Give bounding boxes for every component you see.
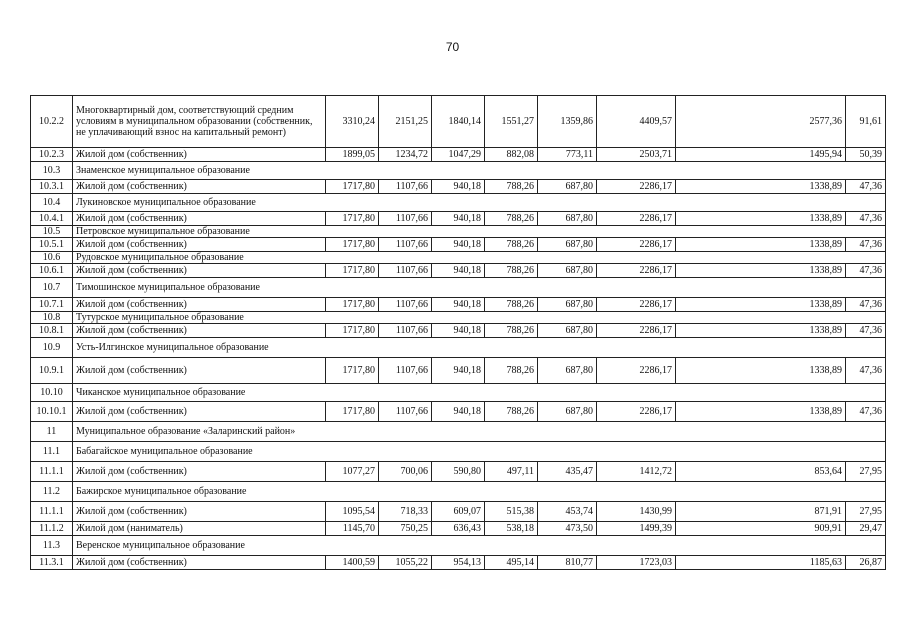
section-row bbox=[31, 226, 886, 238]
value-cell: 909,91 bbox=[676, 522, 846, 536]
row-code: 10.7 bbox=[31, 278, 73, 298]
section-name: Тутурское муниципальное образование bbox=[73, 312, 886, 324]
section-row bbox=[31, 482, 886, 502]
row-name: Жилой дом (собственник) bbox=[73, 324, 326, 338]
row-code: 10.9.1 bbox=[31, 358, 73, 384]
value-cell: 1499,39 bbox=[597, 522, 676, 536]
value-cell: 47,36 bbox=[846, 212, 886, 226]
value-cell: 2286,17 bbox=[597, 264, 676, 278]
table-row bbox=[31, 502, 886, 522]
row-code: 10.10 bbox=[31, 384, 73, 402]
value-cell: 1338,89 bbox=[676, 324, 846, 338]
value-cell: 1338,89 bbox=[676, 264, 846, 278]
value-cell: 788,26 bbox=[485, 358, 538, 384]
row-code: 11.3.1 bbox=[31, 556, 73, 570]
row-name: Жилой дом (собственник) bbox=[73, 502, 326, 522]
value-cell: 473,50 bbox=[538, 522, 597, 536]
value-cell: 497,11 bbox=[485, 462, 538, 482]
row-code: 11.1.1 bbox=[31, 502, 73, 522]
value-cell: 1551,27 bbox=[485, 96, 538, 148]
value-cell: 940,18 bbox=[432, 402, 485, 422]
value-cell: 853,64 bbox=[676, 462, 846, 482]
value-cell: 29,47 bbox=[846, 522, 886, 536]
row-code: 11.3 bbox=[31, 536, 73, 556]
table-row bbox=[31, 212, 886, 226]
value-cell: 954,13 bbox=[432, 556, 485, 570]
value-cell: 1077,27 bbox=[326, 462, 379, 482]
value-cell: 1430,99 bbox=[597, 502, 676, 522]
value-cell: 2286,17 bbox=[597, 238, 676, 252]
page-number: 70 bbox=[445, 40, 460, 54]
value-cell: 1338,89 bbox=[676, 212, 846, 226]
section-row bbox=[31, 278, 886, 298]
row-code: 11.1.2 bbox=[31, 522, 73, 536]
table-row bbox=[31, 324, 886, 338]
row-code: 10.3 bbox=[31, 162, 73, 180]
value-cell: 1717,80 bbox=[326, 212, 379, 226]
value-cell: 1717,80 bbox=[326, 402, 379, 422]
value-cell: 2286,17 bbox=[597, 212, 676, 226]
section-name: Петровское муниципальное образование bbox=[73, 226, 886, 238]
section-name: Лукиновское муниципальное образование bbox=[73, 194, 886, 212]
value-cell: 91,61 bbox=[846, 96, 886, 148]
value-cell: 515,38 bbox=[485, 502, 538, 522]
row-code: 11.1 bbox=[31, 442, 73, 462]
row-code: 10.4.1 bbox=[31, 212, 73, 226]
table-row bbox=[31, 238, 886, 252]
row-code: 10.6 bbox=[31, 252, 73, 264]
table-row bbox=[31, 148, 886, 162]
section-row bbox=[31, 252, 886, 264]
value-cell: 687,80 bbox=[538, 402, 597, 422]
value-cell: 47,36 bbox=[846, 298, 886, 312]
section-row bbox=[31, 384, 886, 402]
table-row bbox=[31, 556, 886, 570]
row-name: Жилой дом (собственник) bbox=[73, 180, 326, 194]
value-cell: 1723,03 bbox=[597, 556, 676, 570]
value-cell: 2286,17 bbox=[597, 358, 676, 384]
value-cell: 882,08 bbox=[485, 148, 538, 162]
value-cell: 636,43 bbox=[432, 522, 485, 536]
row-name: Жилой дом (собственник) bbox=[73, 462, 326, 482]
row-code: 10.6.1 bbox=[31, 264, 73, 278]
value-cell: 718,33 bbox=[379, 502, 432, 522]
value-cell: 1717,80 bbox=[326, 298, 379, 312]
table-row bbox=[31, 180, 886, 194]
value-cell: 4409,57 bbox=[597, 96, 676, 148]
row-code: 10.4 bbox=[31, 194, 73, 212]
value-cell: 940,18 bbox=[432, 298, 485, 312]
section-name: Знаменское муниципальное образование bbox=[73, 162, 886, 180]
value-cell: 2286,17 bbox=[597, 324, 676, 338]
value-cell: 27,95 bbox=[846, 502, 886, 522]
value-cell: 1338,89 bbox=[676, 358, 846, 384]
value-cell: 1899,05 bbox=[326, 148, 379, 162]
value-cell: 2151,25 bbox=[379, 96, 432, 148]
value-cell: 1495,94 bbox=[676, 148, 846, 162]
value-cell: 1338,89 bbox=[676, 402, 846, 422]
value-cell: 1107,66 bbox=[379, 180, 432, 194]
section-row bbox=[31, 442, 886, 462]
section-name: Усть-Илгинское муниципальное образование bbox=[73, 338, 886, 358]
table-row bbox=[31, 96, 886, 148]
table-row bbox=[31, 522, 886, 536]
value-cell: 687,80 bbox=[538, 264, 597, 278]
value-cell: 2286,17 bbox=[597, 402, 676, 422]
value-cell: 773,11 bbox=[538, 148, 597, 162]
value-cell: 47,36 bbox=[846, 358, 886, 384]
value-cell: 788,26 bbox=[485, 238, 538, 252]
value-cell: 788,26 bbox=[485, 212, 538, 226]
row-code: 10.2.2 bbox=[31, 96, 73, 148]
row-name: Многоквартирный дом, соответствующий средним условиям в муниципальном образовании (собственник, не уплачивающий взнос на капитальный ремонт) bbox=[73, 96, 326, 148]
row-name: Жилой дом (собственник) bbox=[73, 298, 326, 312]
table-row bbox=[31, 402, 886, 422]
table-row bbox=[31, 298, 886, 312]
value-cell: 47,36 bbox=[846, 402, 886, 422]
value-cell: 687,80 bbox=[538, 298, 597, 312]
value-cell: 1095,54 bbox=[326, 502, 379, 522]
table-row bbox=[31, 358, 886, 384]
row-code: 11 bbox=[31, 422, 73, 442]
row-name: Жилой дом (наниматель) bbox=[73, 522, 326, 536]
value-cell: 2503,71 bbox=[597, 148, 676, 162]
value-cell: 788,26 bbox=[485, 402, 538, 422]
row-code: 11.1.1 bbox=[31, 462, 73, 482]
value-cell: 687,80 bbox=[538, 212, 597, 226]
row-code: 10.8 bbox=[31, 312, 73, 324]
row-code: 10.9 bbox=[31, 338, 73, 358]
value-cell: 1717,80 bbox=[326, 264, 379, 278]
value-cell: 609,07 bbox=[432, 502, 485, 522]
row-code: 10.5 bbox=[31, 226, 73, 238]
value-cell: 1717,80 bbox=[326, 180, 379, 194]
table-row bbox=[31, 462, 886, 482]
value-cell: 47,36 bbox=[846, 180, 886, 194]
value-cell: 940,18 bbox=[432, 358, 485, 384]
value-cell: 1234,72 bbox=[379, 148, 432, 162]
value-cell: 3310,24 bbox=[326, 96, 379, 148]
row-name: Жилой дом (собственник) bbox=[73, 238, 326, 252]
value-cell: 538,18 bbox=[485, 522, 538, 536]
row-code: 10.8.1 bbox=[31, 324, 73, 338]
row-name: Жилой дом (собственник) bbox=[73, 212, 326, 226]
section-row bbox=[31, 194, 886, 212]
tariff-table bbox=[30, 95, 886, 570]
value-cell: 1338,89 bbox=[676, 238, 846, 252]
section-row bbox=[31, 338, 886, 358]
value-cell: 1145,70 bbox=[326, 522, 379, 536]
value-cell: 700,06 bbox=[379, 462, 432, 482]
value-cell: 687,80 bbox=[538, 358, 597, 384]
value-cell: 2286,17 bbox=[597, 180, 676, 194]
section-name: Бажирское муниципальное образование bbox=[73, 482, 886, 502]
value-cell: 1338,89 bbox=[676, 180, 846, 194]
value-cell: 1107,66 bbox=[379, 298, 432, 312]
table-body bbox=[31, 96, 886, 570]
value-cell: 453,74 bbox=[538, 502, 597, 522]
value-cell: 1717,80 bbox=[326, 238, 379, 252]
value-cell: 871,91 bbox=[676, 502, 846, 522]
section-row bbox=[31, 162, 886, 180]
value-cell: 1840,14 bbox=[432, 96, 485, 148]
section-name: Бабагайское муниципальное образование bbox=[73, 442, 886, 462]
row-code: 10.7.1 bbox=[31, 298, 73, 312]
value-cell: 50,39 bbox=[846, 148, 886, 162]
row-code: 10.10.1 bbox=[31, 402, 73, 422]
value-cell: 47,36 bbox=[846, 238, 886, 252]
value-cell: 1047,29 bbox=[432, 148, 485, 162]
row-name: Жилой дом (собственник) bbox=[73, 264, 326, 278]
value-cell: 1717,80 bbox=[326, 358, 379, 384]
value-cell: 27,95 bbox=[846, 462, 886, 482]
value-cell: 2577,36 bbox=[676, 96, 846, 148]
value-cell: 750,25 bbox=[379, 522, 432, 536]
section-row bbox=[31, 422, 886, 442]
value-cell: 1107,66 bbox=[379, 358, 432, 384]
value-cell: 1185,63 bbox=[676, 556, 846, 570]
row-name: Жилой дом (собственник) bbox=[73, 148, 326, 162]
value-cell: 940,18 bbox=[432, 180, 485, 194]
value-cell: 687,80 bbox=[538, 180, 597, 194]
row-code: 10.2.3 bbox=[31, 148, 73, 162]
value-cell: 1717,80 bbox=[326, 324, 379, 338]
value-cell: 940,18 bbox=[432, 324, 485, 338]
value-cell: 788,26 bbox=[485, 180, 538, 194]
value-cell: 1338,89 bbox=[676, 298, 846, 312]
value-cell: 788,26 bbox=[485, 298, 538, 312]
section-name: Веренское муниципальное образование bbox=[73, 536, 886, 556]
value-cell: 1107,66 bbox=[379, 324, 432, 338]
value-cell: 1359,86 bbox=[538, 96, 597, 148]
row-code: 11.2 bbox=[31, 482, 73, 502]
row-code: 10.3.1 bbox=[31, 180, 73, 194]
value-cell: 590,80 bbox=[432, 462, 485, 482]
value-cell: 940,18 bbox=[432, 264, 485, 278]
section-row bbox=[31, 536, 886, 556]
value-cell: 26,87 bbox=[846, 556, 886, 570]
value-cell: 1107,66 bbox=[379, 402, 432, 422]
value-cell: 1400,59 bbox=[326, 556, 379, 570]
row-name: Жилой дом (собственник) bbox=[73, 556, 326, 570]
value-cell: 2286,17 bbox=[597, 298, 676, 312]
value-cell: 940,18 bbox=[432, 238, 485, 252]
value-cell: 495,14 bbox=[485, 556, 538, 570]
value-cell: 1412,72 bbox=[597, 462, 676, 482]
row-name: Жилой дом (собственник) bbox=[73, 402, 326, 422]
value-cell: 810,77 bbox=[538, 556, 597, 570]
section-row bbox=[31, 312, 886, 324]
section-name: Муниципальное образование «Заларинский район» bbox=[73, 422, 886, 442]
value-cell: 1107,66 bbox=[379, 212, 432, 226]
value-cell: 1107,66 bbox=[379, 238, 432, 252]
section-name: Тимошинское муниципальное образование bbox=[73, 278, 886, 298]
value-cell: 687,80 bbox=[538, 238, 597, 252]
row-name: Жилой дом (собственник) bbox=[73, 358, 326, 384]
value-cell: 1055,22 bbox=[379, 556, 432, 570]
section-name: Чиканское муниципальное образование bbox=[73, 384, 886, 402]
value-cell: 788,26 bbox=[485, 324, 538, 338]
section-name: Рудовское муниципальное образование bbox=[73, 252, 886, 264]
value-cell: 940,18 bbox=[432, 212, 485, 226]
table-row bbox=[31, 264, 886, 278]
value-cell: 435,47 bbox=[538, 462, 597, 482]
value-cell: 47,36 bbox=[846, 264, 886, 278]
value-cell: 788,26 bbox=[485, 264, 538, 278]
value-cell: 687,80 bbox=[538, 324, 597, 338]
row-code: 10.5.1 bbox=[31, 238, 73, 252]
value-cell: 47,36 bbox=[846, 324, 886, 338]
value-cell: 1107,66 bbox=[379, 264, 432, 278]
